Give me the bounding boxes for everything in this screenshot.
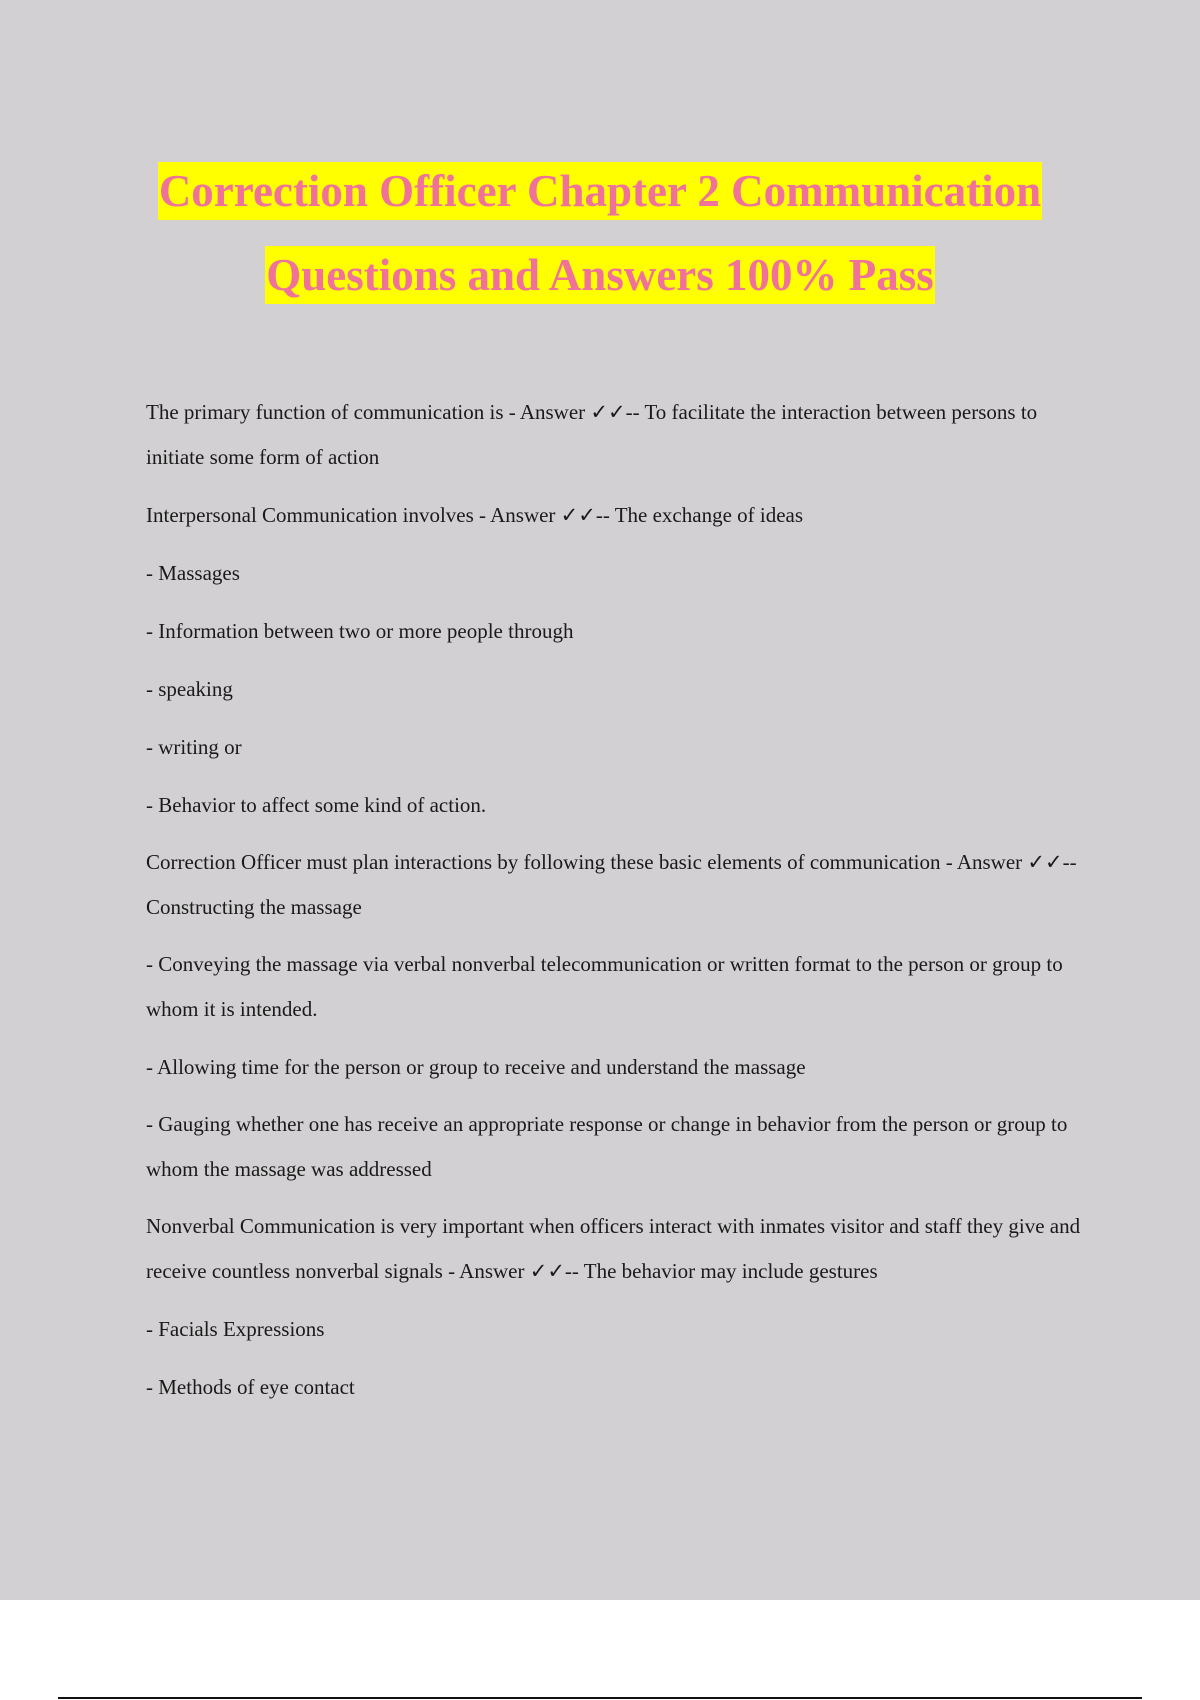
list-item: - Allowing time for the person or group to receive and understand the massage bbox=[146, 1055, 806, 1079]
paragraph-interpersonal: Interpersonal Communication involves - Answer ✓✓-- The exchange of ideas bbox=[146, 503, 804, 527]
list-item: - Conveying the massage via verbal nonverbal telecommunication or written format to the person or group to whom it is intended. bbox=[146, 952, 1063, 1021]
document-title bbox=[0, 162, 1200, 304]
footer-divider bbox=[58, 1697, 1142, 1699]
list-item: - Massages bbox=[146, 561, 240, 585]
list-item: - Methods of eye contact bbox=[146, 1375, 355, 1399]
title-line-2: Questions and Answers 100% Pass bbox=[265, 246, 935, 304]
paragraph-basic-elements: Correction Officer must plan interactions by following these basic elements of communication - Answer ✓✓-- Constructing the massage bbox=[146, 850, 1077, 919]
list-item: - Behavior to affect some kind of action. bbox=[146, 793, 487, 817]
list-item: - writing or bbox=[146, 735, 242, 759]
document-body bbox=[146, 390, 1096, 1410]
paragraph-nonverbal: Nonverbal Communication is very important when officers interact with inmates visitor and staff they give and receive countless nonverbal signals - Answer ✓✓-- The behavior may include gestures bbox=[146, 1214, 1081, 1283]
title-line-1: Correction Officer Chapter 2 Communication bbox=[158, 162, 1042, 220]
list-item: - Gauging whether one has receive an appropriate response or change in behavior from the person or group to whom the massage was addressed bbox=[146, 1112, 1068, 1181]
list-item: - Facials Expressions bbox=[146, 1317, 325, 1341]
list-item: - speaking bbox=[146, 677, 233, 701]
paragraph-primary-function: The primary function of communication is - Answer ✓✓-- To facilitate the interaction between persons to initiate some form of action bbox=[146, 400, 1038, 469]
list-item: - Information between two or more people through bbox=[146, 619, 574, 643]
